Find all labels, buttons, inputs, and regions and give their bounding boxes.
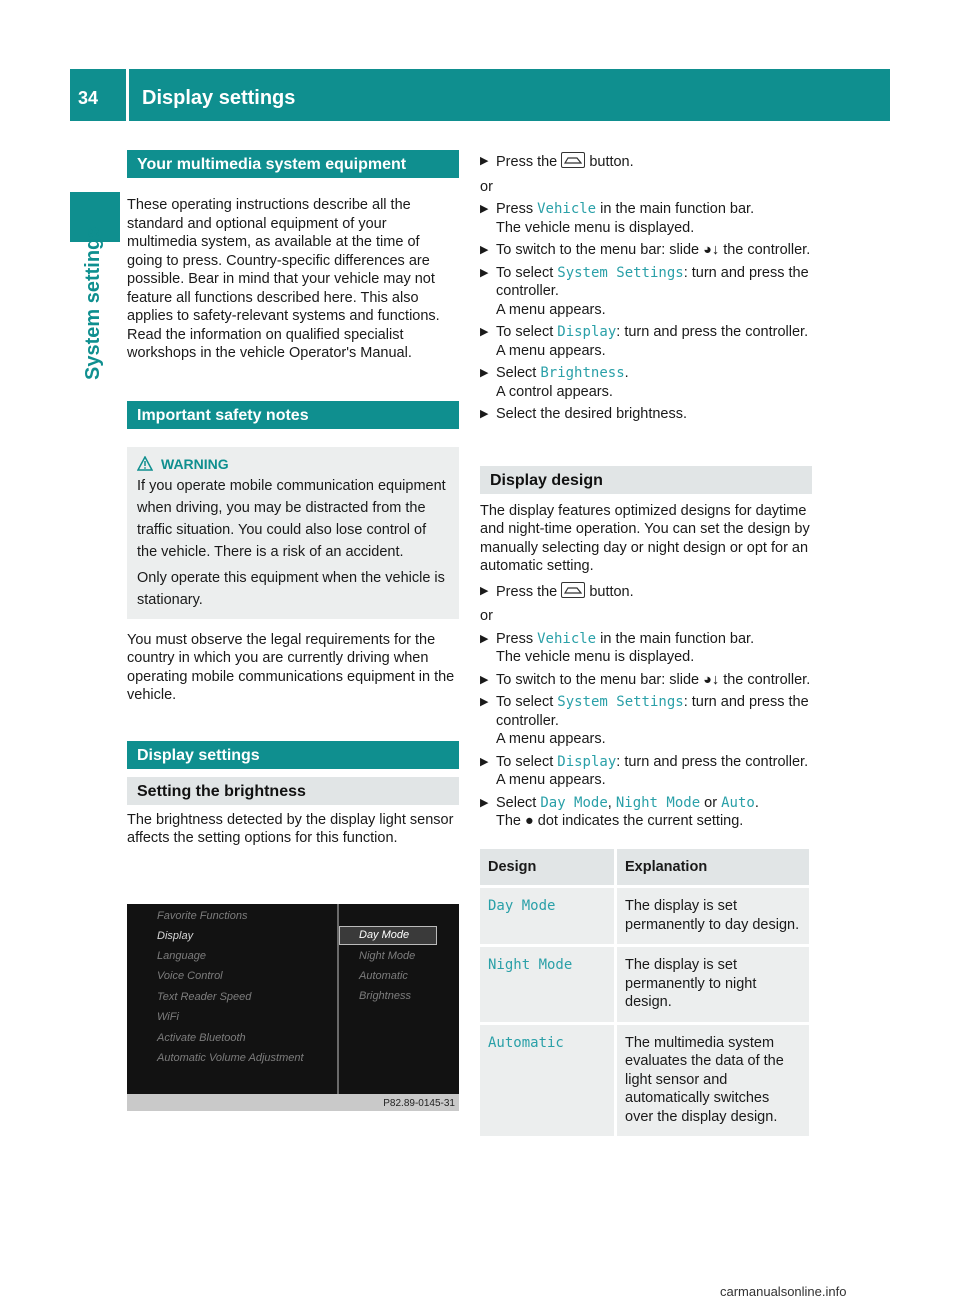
step-text: . [624,365,629,381]
step-arrow-icon: ▶ [480,266,489,279]
step-text: : turn and press the controller. [616,324,809,340]
submenu-item-brightness: Brightness [359,990,411,1002]
section-heading-equipment: Your multimedia system equipment [127,150,459,178]
instruction-step [480,241,812,260]
menu-item: Automatic Volume Adjustment [157,1052,304,1064]
step-text: To select [496,753,554,770]
brightness-paragraph: The brightness detected by the display light sensor affects the setting options for this function. [127,811,454,846]
step-text: the controller. [723,242,811,258]
header-divider [126,69,129,121]
menu-term-auto: Auto [721,794,755,811]
step-text: in the main function bar. [600,630,755,647]
design-table [480,849,812,1137]
step-text: : turn and press the controller. [496,264,809,299]
menu-item: Language [157,950,206,962]
step-arrow-icon: ▶ [480,673,489,686]
table-cell-design: Automatic [480,1023,616,1136]
section-heading-display-design: Display design [480,466,812,494]
menu-term-display: Display [557,324,617,340]
table-header-row [480,849,811,887]
menu-term-system-settings: System Settings [557,264,684,281]
step-arrow-icon: ▶ [480,326,489,338]
instruction-step [480,405,812,424]
menu-term-system-settings: System Settings [557,694,684,710]
step-text: Select [496,794,537,811]
step-result: The ● dot indicates the current setting. [496,813,744,829]
or-text: or [480,178,493,195]
instruction-step [480,671,812,690]
step-text: To switch to the menu bar: slide [496,242,700,258]
menu-term-vehicle: Vehicle [537,201,597,217]
vehicle-button-icon [561,152,585,168]
page-number: 34 [78,88,99,108]
instruction-step [480,264,812,320]
warning-triangle-icon [137,456,153,471]
table-row [480,887,811,946]
table-cell-design: Night Mode [480,946,616,1024]
step-arrow-icon: ▶ [480,367,489,379]
step-text: . [754,794,759,811]
step-result: A menu appears. [496,342,606,359]
step-result: The vehicle menu is displayed. [496,649,695,665]
or-text: or [480,608,493,624]
equipment-paragraph: These operating instructions describe all the standard and optional equipment of your multimedia system, as available at the time of going to press. Country-specific differences are possible. Bear in mind that your vehicle may not feature all functions described here. This also applies to safety-relevant systems and functions. [127,197,440,324]
controller-slide-down-icon: ◕↓ [703,671,720,688]
step-result: A control appears. [496,383,613,400]
warning-text: If you operate mobile communication equipment when driving, you may be distracted from the traffic situation. You could also lose control of the vehicle. There is a risk of an accident. [137,477,446,560]
menu-term-day-mode: Day Mode [540,794,608,811]
page-title: Display settings [142,87,296,109]
step-result: The vehicle menu is displayed. [496,219,695,236]
menu-item: Voice Control [157,970,223,982]
step-text: Select the desired brightness. [496,406,688,422]
menu-item: Favorite Functions [157,910,248,922]
step-arrow-icon: ▶ [480,632,489,645]
step-text: Press [496,201,534,217]
step-arrow-icon: ▶ [480,155,489,167]
instruction-step [480,630,812,667]
instruction-step [480,693,812,749]
table-cell-explanation: The display is set permanently to night design. [616,946,811,1024]
step-arrow-icon: ▶ [480,203,489,215]
legal-paragraph: You must observe the legal requirements for the country in which you are currently driving when operating mobile communications equipment in the vehicle. [127,631,455,703]
screenshot-caption: P82.89-0145-31 [383,1098,455,1109]
step-text: To switch to the menu bar: slide [496,671,700,688]
step-text: in the main function bar. [600,201,755,217]
step-text: Press the [496,154,558,170]
submenu-item-day-mode: Day Mode [359,929,410,941]
step-result: A menu appears. [496,731,606,747]
menu-item: Text Reader Speed [157,991,252,1003]
step-arrow-icon: ▶ [480,696,489,708]
table-header-design: Design [480,849,616,887]
instruction-step [480,582,812,602]
step-arrow-icon: ▶ [480,796,489,809]
right-column [480,152,812,1136]
step-text: button. [589,583,634,600]
instruction-step [480,200,812,237]
specialist-paragraph: Read the information on qualified specialist workshops in the vehicle Operator's Manual. [127,326,412,361]
menu-item: Activate Bluetooth [157,1032,246,1044]
instruction-step [480,753,812,790]
left-column [127,150,459,848]
step-text: Press [496,630,534,647]
section-heading-display-settings: Display settings [127,741,459,769]
step-text: : turn and press the controller. [496,694,809,729]
submenu-item-night-mode: Night Mode [359,950,416,962]
vehicle-button-icon [561,582,585,598]
menu-item-selected: Display [157,930,194,942]
step-text: , [607,794,612,811]
table-cell-design: Day Mode [480,887,616,946]
instruction-step [480,323,812,360]
warning-box [127,447,459,619]
table-cell-explanation: The display is set permanently to day design. [616,887,811,946]
side-chapter-label: System settings [82,226,104,380]
step-text: or [704,794,718,811]
instruction-step [480,152,812,172]
instruction-step [480,794,812,831]
warning-label: WARNING [161,455,229,472]
subheading-brightness: Setting the brightness [127,777,459,805]
table-header-explanation: Explanation [616,849,811,887]
step-result: A menu appears. [496,772,606,788]
watermark: carmanualsonline.info [720,1284,847,1299]
menu-item: WiFi [157,1011,179,1023]
step-text: To select [496,694,554,710]
step-text: : turn and press the controller. [616,753,809,770]
menu-term-night-mode: Night Mode [615,794,701,811]
menu-term-display: Display [557,753,617,770]
step-arrow-icon: ▶ [480,244,489,256]
menu-term-brightness: Brightness [540,365,625,381]
step-result: A menu appears. [496,301,606,318]
step-text: the controller. [723,671,811,688]
step-arrow-icon: ▶ [480,408,489,420]
table-row [480,1023,811,1136]
display-menu-screenshot [127,904,459,1111]
step-text: button. [589,154,634,170]
step-arrow-icon: ▶ [480,755,489,768]
step-text: Press the [496,583,558,600]
warning-title [137,453,449,475]
section-heading-safety: Important safety notes [127,401,459,429]
table-row [480,946,811,1024]
menu-term-vehicle: Vehicle [537,630,597,647]
instruction-step [480,364,812,401]
warning-text-2: Only operate this equipment when the vehicle is stationary. [137,569,445,608]
step-text: Select [496,365,537,381]
design-paragraph: The display features optimized designs for daytime and night-time operation. You can set the design by manually selecting day or night design or opt for an automatic setting. [480,502,810,574]
step-arrow-icon: ▶ [480,584,489,597]
controller-slide-down-icon: ◕↓ [703,242,720,258]
table-cell-explanation: The multimedia system evaluates the data of the light sensor and automatically switches over the display design. [616,1023,811,1136]
submenu-item-automatic: Automatic [359,970,408,982]
step-text: To select [496,324,554,340]
step-text: To select [496,264,554,281]
